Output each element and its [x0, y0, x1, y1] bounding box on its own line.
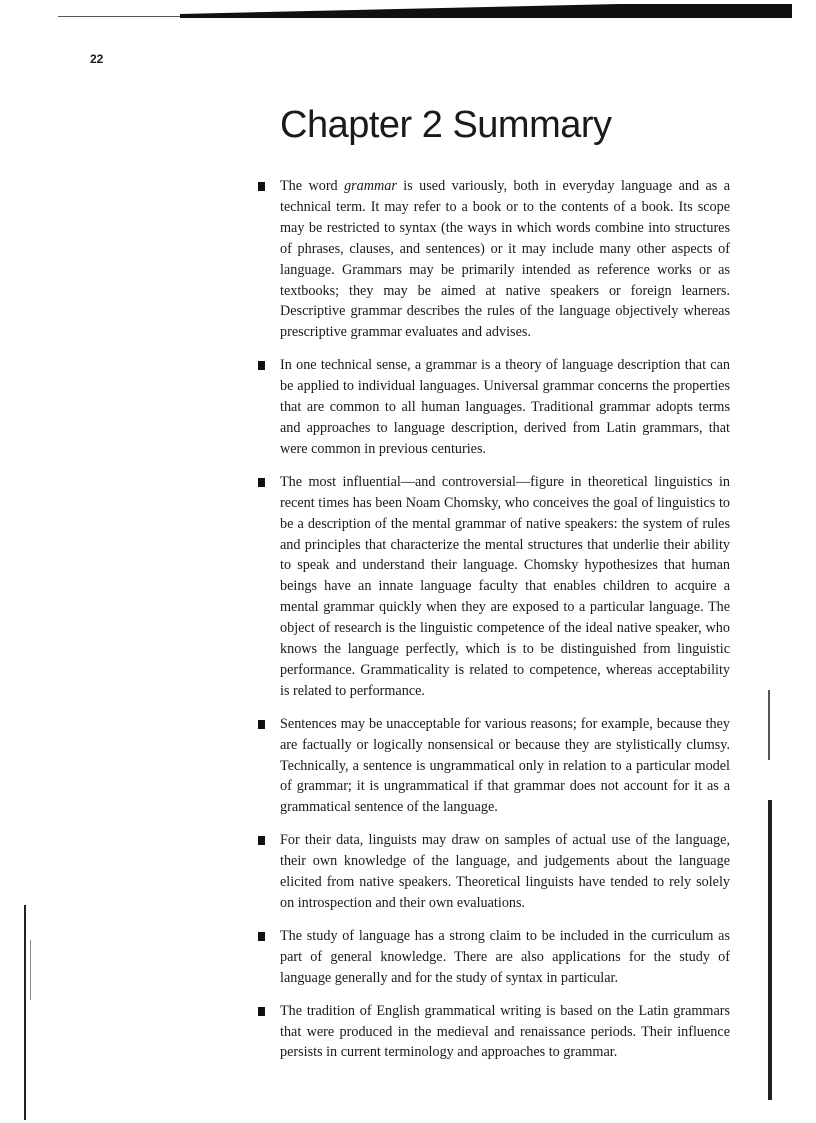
summary-item — [258, 830, 730, 914]
top-rule-thin — [58, 16, 188, 17]
summary-item — [258, 472, 730, 702]
bullet-icon — [258, 1007, 265, 1016]
summary-item — [258, 1001, 730, 1064]
summary-text: The tradition of English grammatical writing is based on the Latin grammars that were produced in the medieval and renaissance periods. Their influence persists in current terminology and approaches to grammar. — [280, 1002, 730, 1061]
summary-item — [258, 714, 730, 819]
bullet-icon — [258, 478, 265, 487]
summary-emphasis: grammar — [344, 178, 397, 194]
scan-artifact-right — [768, 690, 770, 760]
summary-text: The most influential—and controversial—figure in theoretical linguistics in recent times has been Noam Chomsky, who conceives the goal of linguistics to be a description of the mental grammar of native speakers: the system of rules and principles that characterize the mental structures that underlie their ability to speak and understand their language. Chomsky hypothesizes that human beings have an innate language faculty that enables children to acquire a mental grammar quickly when they are exposed to a particular language. The object of research is the linguistic competence of the ideal native speaker, who knows the language perfectly, which is to be distinguished from linguistic performance. Grammaticality is related to competence, whereas acceptability is related to performance. — [280, 473, 730, 699]
scan-artifact-left — [24, 905, 26, 1120]
summary-list — [258, 176, 730, 1075]
summary-text: Sentences may be unacceptable for various reasons; for example, because they are factually or logically nonsensical or because they are stylistically clumsy. Technically, a sentence is ungrammatical only in relation to a particular model of grammar; it is ungrammatical if that grammar does not account for it as a grammatical sentence of the language. — [280, 715, 730, 816]
summary-text: In one technical sense, a grammar is a theory of language description that can be applied to individual languages. Universal grammar concerns the properties that are common to all human languages. Traditional grammar adopts terms and approaches to language description, derived from Latin grammars, that were common in previous centuries. — [280, 357, 730, 457]
top-rule — [180, 0, 792, 18]
bullet-icon — [258, 720, 265, 729]
bullet-icon — [258, 182, 265, 191]
summary-item — [258, 355, 730, 460]
summary-text: The study of language has a strong claim to be included in the curriculum as part of general knowledge. There are also applications for the study of language generally and for the study of syntax in particular. — [280, 927, 730, 986]
page-number: 22 — [90, 52, 104, 66]
scan-artifact-left-thin — [30, 940, 31, 1000]
bullet-icon — [258, 361, 265, 370]
summary-text: For their data, linguists may draw on samples of actual use of the language, their own knowledge of the language, and judgements about the language elicited from native speakers. Theoretical linguists have tended to rely solely on introspection and their own evaluations. — [280, 832, 730, 911]
chapter-title: Chapter 2 Summary — [280, 104, 612, 146]
bullet-icon — [258, 836, 265, 845]
bullet-icon — [258, 932, 265, 941]
summary-text: The word — [280, 178, 345, 194]
scan-artifact-right-bold — [768, 800, 772, 1100]
summary-item — [258, 926, 730, 989]
summary-text-tail: is used variously, both in everyday language and as a technical term. It may refer to a book or to the contents of a book. Its scope may be restricted to syntax (the ways in which words combine into structures of phrases, clauses, and sentences) or it may include many other aspects of language. Grammars may be primarily intended as reference works or as textbooks; they may be aimed at native speakers or foreign learners. Descriptive grammar describes the rules of the language objectively whereas prescriptive grammar evaluates and advises. — [280, 178, 731, 341]
summary-item — [258, 176, 730, 343]
